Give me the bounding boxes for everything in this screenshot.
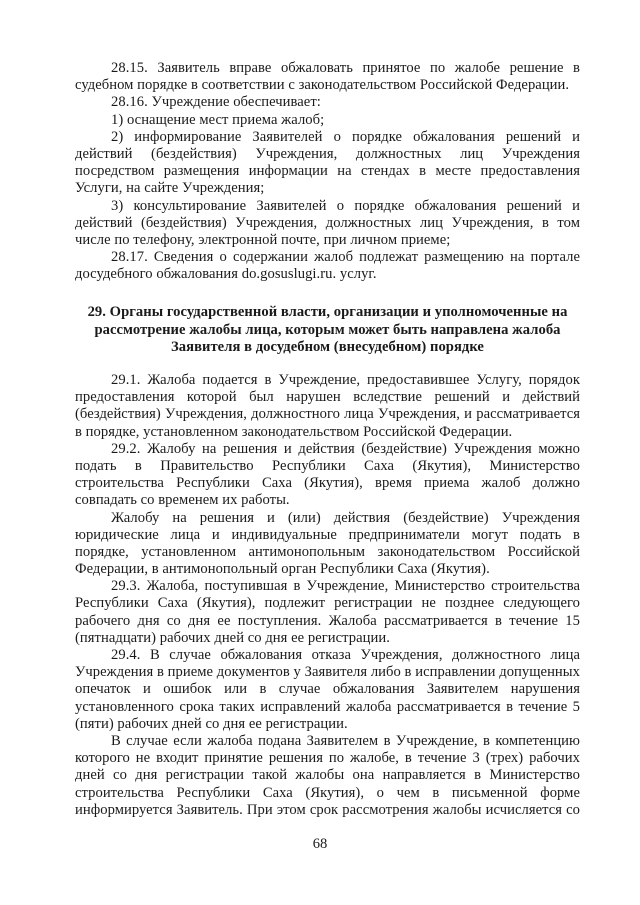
- text-line: информируется Заявитель. При этом срок рассмотрения жалобы исчисляется со: [75, 801, 580, 818]
- text-line: рабочего дня со дня ее поступления. Жалоба рассматривается в течение 15: [75, 612, 580, 629]
- text-line: дней со дня регистрации такой жалобы она направляется в Министерство: [75, 767, 580, 784]
- text-line: числе по телефону, электронной почте, при личном приеме;: [75, 231, 451, 248]
- text-line: 28.15. Заявитель вправе обжаловать принятое по жалобе решение в: [111, 60, 580, 76]
- text-line: строительства Республики Саха (Якутия), время приема жалоб должно: [75, 475, 580, 492]
- text-line: действий (бездействия) Учреждения, должностных лиц Учреждения, в том: [75, 214, 580, 231]
- text-line: 29.1. Жалоба подается в Учреждение, предоставившее Услугу, порядок: [111, 372, 580, 388]
- page-number: 68: [312, 836, 328, 852]
- text-line: строительства Республики Саха (Якутия), о чем в письменной форме: [75, 784, 580, 801]
- text-line: 3) консультирование Заявителей о порядке обжалования решений и: [111, 197, 580, 214]
- text-line: судебном порядке в соответствии с законодательством Российской Федерации.: [75, 77, 570, 94]
- text-line: Республики Саха (Якутия), подлежит регистрации не позднее следующего: [75, 595, 580, 612]
- text-line: 29.3. Жалоба, поступившая в Учреждение, Министерство строительства: [111, 578, 580, 595]
- text-line: 28.17. Сведения о содержании жалоб подлежат размещению на портале: [111, 249, 580, 266]
- text-line: Жалобу на решения и (или) действия (бездействие) Учреждения: [111, 509, 580, 526]
- text-line: (бездействия) Учреждения, должностного лица Учреждения, и рассматривается: [75, 406, 580, 423]
- text-line: порядке, установленном антимонопольным законодательством Российской: [75, 543, 580, 560]
- text-line: 28.16. Учреждение обеспечивает:: [111, 94, 321, 111]
- text-line: действий (бездействия) Учреждения, должностных лиц Учреждения: [75, 145, 580, 162]
- text-line: установленного срока таких исправлений жалоба рассматривается в течение 5: [75, 698, 580, 715]
- text-line: посредством размещения информации на стендах в месте предоставления: [75, 163, 580, 180]
- section-29-heading: [75, 304, 580, 356]
- heading-line: рассмотрение жалобы лица, которым может быть направлена жалоба: [94, 321, 561, 338]
- text-line: предоставления которой был нарушен вследствие решений и действий: [75, 389, 580, 406]
- spacer: [75, 356, 580, 372]
- text-line: 1) оснащение мест приема жалоб;: [111, 111, 325, 128]
- text-line: Федерации, в антимонопольный орган Республики Саха (Якутия).: [75, 561, 490, 578]
- text-line: (пяти) рабочих дней со дня ее регистрации.: [75, 715, 348, 732]
- text-line: Учреждения в приеме документов у Заявителя либо в исправлении допущенных: [75, 664, 580, 681]
- text-line: в порядке, установленном законодательством Российской Федерации.: [75, 423, 513, 440]
- section-28-text: [75, 60, 580, 283]
- text-line: 29.4. В случае обжалования отказа Учреждения, должностного лица: [111, 647, 580, 663]
- text-line: В случае если жалоба подана Заявителем в Учреждение, в компетенцию: [111, 732, 580, 749]
- spacer: [75, 283, 580, 304]
- text-line: 2) информирование Заявителей о порядке обжалования решений и: [111, 128, 580, 145]
- text-line: юридические лица и индивидуальные предприниматели могут подать в: [75, 526, 580, 543]
- text-line: которого не входит принятие решения по жалобе, в течение 3 (трех) рабочих: [75, 750, 580, 767]
- text-line: совпадать со временем их работы.: [75, 492, 290, 509]
- text-line: 29.2. Жалобу на решения и действия (бездействие) Учреждения можно: [111, 440, 580, 457]
- heading-line: 29. Органы государственной власти, организации и уполномоченные на: [87, 304, 568, 321]
- text-line: подать в Правительство Республики Саха (Якутия), Министерство: [75, 457, 580, 474]
- text-line: Услуги, на сайте Учреждения;: [75, 180, 265, 197]
- heading-line: Заявителя в досудебном (внесудебном) порядке: [171, 338, 484, 355]
- text-line: (пятнадцати) рабочих дней со дня ее регистрации.: [75, 629, 390, 646]
- text-line: опечаток и ошибок или в случае обжалования Заявителем нарушения: [75, 681, 580, 698]
- section-29-text: [75, 372, 580, 819]
- text-line: досудебного обжалования do.gosuslugi.ru. услуг.: [75, 266, 377, 283]
- document-page: [75, 60, 580, 819]
